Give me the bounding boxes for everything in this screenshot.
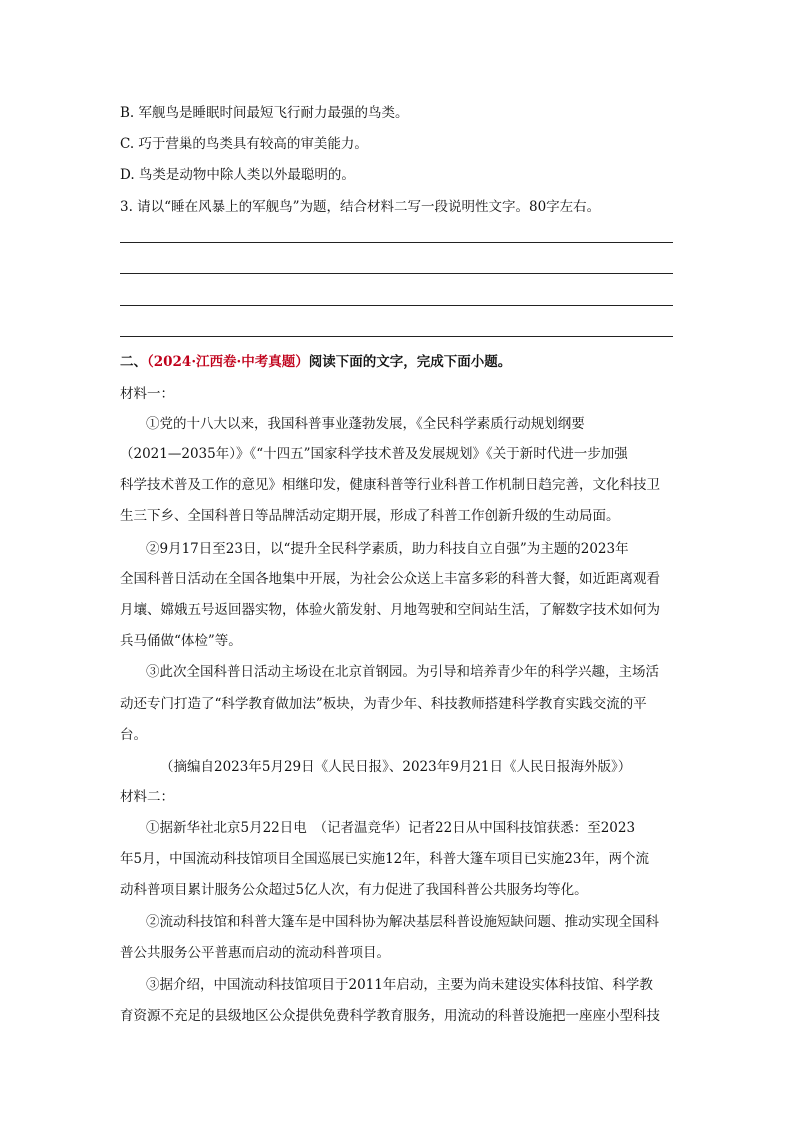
material-2-label: 材料二： bbox=[120, 789, 174, 805]
material-2-line: 年5月，中国流动科技馆项目全国巡展已实施12年，科普大篷车项目已实施23年，两个流 bbox=[120, 851, 649, 867]
material-2-line: 普公共服务公平普惠而启动的流动科普项目。 bbox=[120, 945, 390, 961]
answer-line-2 bbox=[120, 273, 673, 274]
material-1-line: ②9月17日至23日，以“提升全民科学素质，助力科技自立自强”为主题的2023年 bbox=[146, 541, 629, 557]
section-instruction: 阅读下面的文字，完成下面小题。 bbox=[308, 354, 512, 370]
material-1-line: 全国科普日活动在全国各地集中开展，为社会公众送上丰富多彩的科普大餐，如近距离观看 bbox=[120, 571, 660, 587]
section-source: （2024·江西卷·中考真题） bbox=[147, 354, 309, 370]
material-1-line: （2021—2035年）》《“十四五”国家科学技术普及发展规划》《关于新时代进一步加强 bbox=[120, 446, 628, 462]
material-1-label: 材料一： bbox=[120, 386, 174, 402]
answer-line-1 bbox=[120, 242, 673, 243]
material-1-citation: （摘编自2023年5月29日《人民日报》、2023年9月21日《人民日报海外版》） bbox=[160, 759, 632, 775]
section-number: 二、 bbox=[120, 354, 147, 370]
material-1-line: 动还专门打造了“科学教育做加法”板块，为青少年、科技教师搭建科学教育实践交流的平 bbox=[120, 696, 647, 712]
material-2-line: ①据新华社北京5月22日电 （记者温竞华）记者22日从中国科技馆获悉：至2023 bbox=[146, 820, 636, 836]
option-b: B. 军舰鸟是睡眠时间最短飞行耐力最强的鸟类。 bbox=[120, 105, 409, 121]
material-1-line: 兵马俑做“体检”等。 bbox=[120, 633, 242, 649]
material-2-line: 育资源不充足的县级地区公众提供免费科学教育服务，用流动的科普设施把一座座小型科技 bbox=[120, 1008, 660, 1024]
material-1-line: 科学技术普及工作的意见》相继印发，健康科普等行业科普工作机制日趋完善，文化科技卫 bbox=[120, 477, 660, 493]
material-2-line: ③据介绍，中国流动科技馆项目于2011年启动，主要为尚未建设实体科技馆、科学教 bbox=[146, 977, 653, 993]
material-1-line: 台。 bbox=[120, 727, 147, 743]
material-1-line: 生三下乡、全国科普日等品牌活动定期开展，形成了科普工作创新升级的生动局面。 bbox=[120, 508, 620, 524]
section-2-heading bbox=[120, 352, 675, 372]
material-2-line: 动科普项目累计服务公众超过5亿人次，有力促进了我国科普公共服务均等化。 bbox=[120, 882, 588, 898]
answer-line-4 bbox=[120, 336, 673, 337]
material-2-line: ②流动科技馆和科普大篷车是中国科协为解决基层科普设施短缺问题、推动实现全国科 bbox=[146, 914, 659, 930]
material-1-line: ①党的十八大以来，我国科普事业蓬勃发展，《全民科学素质行动规划纲要 bbox=[146, 416, 585, 432]
material-1-line: 月壤、嫦娥五号返回器实物，体验火箭发射、月地驾驶和空间站生活，了解数字技术如何为 bbox=[120, 602, 660, 618]
option-d: D. 鸟类是动物中除人类以外最聪明的。 bbox=[120, 167, 355, 183]
option-c: C. 巧于营巢的鸟类具有较高的审美能力。 bbox=[120, 136, 368, 152]
question-3: 3. 请以“睡在风暴上的军舰鸟”为题，结合材料二写一段说明性文字。80字左右。 bbox=[120, 199, 601, 215]
material-1-line: ③此次全国科普日活动主场设在北京首钢园。为引导和培养青少年的科学兴趣，主场活 bbox=[146, 664, 659, 680]
answer-line-3 bbox=[120, 305, 673, 306]
